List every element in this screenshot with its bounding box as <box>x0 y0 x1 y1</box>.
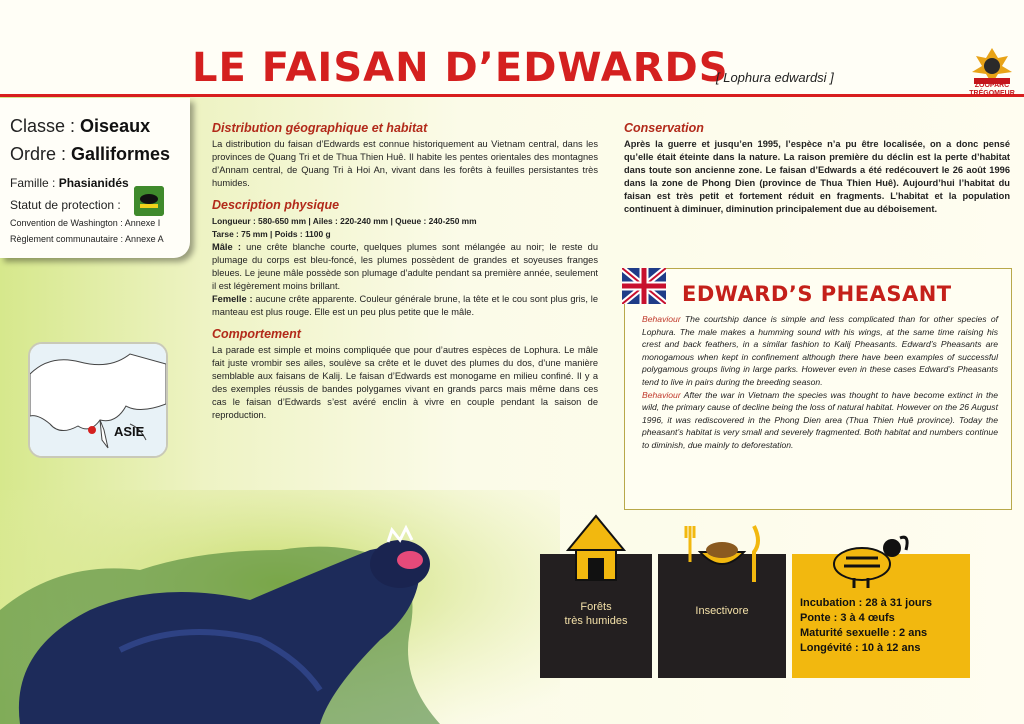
famille-label: Famille : <box>10 176 56 190</box>
habitat-tile <box>540 554 652 678</box>
convention-text: Convention de Washington : Annexe I <box>10 218 161 228</box>
classe-label: Classe : <box>10 116 76 136</box>
behaviour-2-label: Behaviour <box>642 389 681 400</box>
maturite-text: Maturité sexuelle : 2 ans <box>800 627 928 639</box>
male-text: une crête blanche courte, quelques plumes sont mélangée au noir; le reste du plumage du corps est bleu-foncé, les plumes possèdent de grandes et soyeuses franges bleues. Le jeune mâle possède son plumage d’adulte pendant sa première année, seulement il est légèrement moins brillant. <box>212 242 598 291</box>
pheasant-silhouette-icon <box>826 530 912 590</box>
conservation-column <box>624 122 1010 216</box>
distribution-text: La distribution du faisan d’Edwards est connue historiquement au Vietnam central, dans les provinces de Quang Tri et de Thua Thien Huê. Il habite les pentes orientales des montagnes d’Annam central, de Quang Tri à Hoi An, vivant dans les forêts à feuilles persistantes très humides. <box>212 139 598 188</box>
conservation-heading: Conservation <box>624 121 704 135</box>
classe-row <box>10 116 150 137</box>
description-heading: Description physique <box>212 198 340 212</box>
hut-icon <box>566 514 626 594</box>
logo-text-line2: TRÉGOMEUR <box>969 90 1015 97</box>
male-paragraph <box>212 241 598 293</box>
famille-value: Phasianidés <box>58 176 129 190</box>
english-title: EDWARD’S PHEASANT <box>682 282 952 306</box>
protection-status-icon <box>134 186 164 216</box>
behaviour-2-text: After the war in Vietnam the species was thought to have become extinct in the wild, the primary cause of decline being the loss of natural habitat. However on the 26 August 1996, it was rediscovered in the Phong Dien area (Thua Thien Huê province). Today the pheasant’s habitat is very small and severely fragmented. Both habitat and numbers continue to diminish, due mainly to deforestation. <box>642 389 998 450</box>
map-label: ASIE <box>114 424 145 439</box>
longevite-text: Longévité : 10 à 12 ans <box>800 642 921 654</box>
incubation-text: Incubation : 28 à 31 jours <box>800 597 933 609</box>
pheasant-photo <box>0 490 560 724</box>
behaviour-1-label: Behaviour <box>642 314 681 324</box>
ponte-text: Ponte : 3 à 4 œufs <box>800 612 895 624</box>
food-bowl-icon <box>682 522 762 586</box>
asia-map <box>28 342 168 458</box>
distribution-heading: Distribution géographique et habitat <box>212 121 428 135</box>
habitat-line2: très humides <box>564 615 628 627</box>
uk-flag-icon <box>622 268 666 304</box>
ordre-row <box>10 144 170 165</box>
latin-name: [ Lophura edwardsi ] <box>716 70 834 85</box>
statut-label: Statut de protection : <box>10 198 121 212</box>
behaviour-1-text: The courtship dance is simple and less complicated than for other species of Lophura. The male makes a humming sound with his wings, at the same time raising his crest and back feathers, in a similar fashion to Kalij Pheasants. Edward’s Pheasants are monogamous when kept in confinement although there have been examples of successful polygamous groups living in large parks. However even in these cases Edward’s Pheasants tend to live in pairs during the breeding season. <box>642 314 998 387</box>
stats-tile <box>792 554 970 678</box>
comportement-heading: Comportement <box>212 327 301 341</box>
measures-line2: Tarse : 75 mm | Poids : 1100 g <box>212 229 331 239</box>
page-title: LE FAISAN D’EDWARDS <box>192 45 729 91</box>
ordre-label: Ordre : <box>10 144 67 164</box>
logo-text <box>962 82 1022 98</box>
measures-line1: Longueur : 580-650 mm | Ailes : 220-240 mm | Queue : 240-250 mm <box>212 216 477 226</box>
classe-value: Oiseaux <box>80 116 151 136</box>
english-text <box>642 313 998 452</box>
logo-text-line1: ZOOPARC <box>974 82 1010 89</box>
comportement-text: La parade est simple et moins compliquée que pour d’autres espèces de Lophura. Le mâle fait juste vrombir ses ailes, soulève sa crête et le duvet des plumes du dos, d’une manière semblable aux faisans de Kalij. Le faisan d’Edwards est monogame en milieu confiné. Il y a des exemples réussis de bandes polygames vivant en grands parcs mais même dans ces cas le faisan d’Edwards s’est avéré enclin à vivre en couple pendant la saison de reproduction. <box>212 345 598 420</box>
asia-map-icon <box>30 344 166 456</box>
middle-column <box>212 122 598 422</box>
female-paragraph <box>212 293 598 319</box>
famille-row <box>10 176 129 190</box>
classification-box <box>0 98 190 258</box>
diet-tile <box>658 554 786 678</box>
reglement-text: Règlement communautaire : Annexe A <box>10 234 164 244</box>
female-label: Femelle : <box>212 294 253 304</box>
ordre-value: Galliformes <box>71 144 171 164</box>
male-label: Mâle : <box>212 242 241 252</box>
stats-list <box>800 596 932 656</box>
english-behaviour-1 <box>642 313 998 389</box>
conservation-text: Après la guerre et jusqu’en 1995, l’espèce n’a pu être localisée, on a donc pensé qu’elle était éteinte dans la nature. La raison première du déclin est la perte d’habitat dans toute son ancienne zone. Le faisan d’Edwards a été redécouvert le 26 août 1996 dans la zone de Phong Dien (province de Thua Thien Huê). Aujourd’hui l’habitat du faisan est très petit et fortement réduit en fragments. L’habitat et la population continuent à diminuer, diminution principalement due au déboisement. <box>624 139 1010 214</box>
habitat-line1: Forêts <box>580 601 612 613</box>
english-behaviour-2 <box>642 389 998 452</box>
female-text: aucune crête apparente. Couleur générale brune, la tête et le cou sont plus gris, le manteau est plus rouge. Elle est un peu plus petite que le mâle. <box>212 294 598 317</box>
diet-label: Insectivore <box>695 605 749 617</box>
